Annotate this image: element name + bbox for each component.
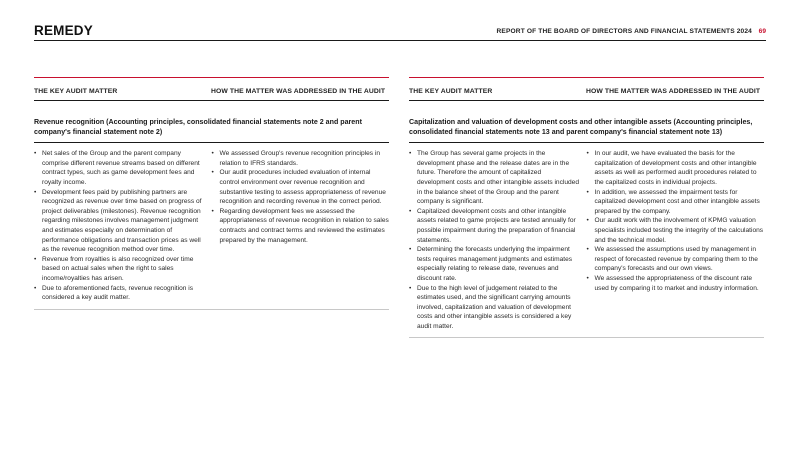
- how-addressed-header: HOW THE MATTER WAS ADDRESSED IN THE AUDIT: [586, 88, 761, 95]
- list-item-text: Regarding development fees we assessed the appropriateness of revenue recognition in relation to sales contracts and contract terms and reviewed the estimates prepared by the management.: [219, 207, 389, 244]
- list-item: [212, 168, 390, 206]
- bullet-icon: •: [586, 217, 589, 225]
- list-item-text: In addition, we assessed the impairment tests for capitalized development cost and other intangible assets prepared by the company.: [594, 188, 760, 215]
- key-matter-column: [409, 149, 587, 331]
- page-header: [34, 22, 766, 41]
- list-item: [587, 216, 765, 245]
- key-audit-matter-header: THE KEY AUDIT MATTER: [409, 88, 493, 95]
- list-item-text: We assessed the assumptions used by management in respect of forecasted revenue by comparing them to the company's forecasts and our own views.: [594, 246, 758, 273]
- bullet-icon: •: [409, 284, 412, 292]
- list-item: [34, 255, 206, 284]
- bullet-icon: •: [409, 150, 412, 158]
- bullet-icon: •: [586, 150, 589, 158]
- how-addressed-header: HOW THE MATTER WAS ADDRESSED IN THE AUDIT: [211, 88, 386, 95]
- table-body-row: [34, 143, 389, 310]
- list-item-text: Net sales of the Group and the parent company comprise different revenue streams based on different contract types, such as game development fees and royalty income.: [42, 150, 200, 186]
- list-item: [409, 149, 581, 207]
- company-logo: REMEDY: [34, 23, 93, 38]
- bullet-icon: •: [211, 169, 214, 177]
- list-item: [409, 284, 581, 332]
- list-item: [212, 207, 390, 245]
- list-item: [587, 188, 765, 217]
- list-item: [587, 245, 765, 274]
- audit-matter-subject: Capitalization and valuation of development costs and other intangible assets (Accounting principles, consolidated financial statements note 13 and parent company's financial statement note 13): [409, 101, 764, 143]
- list-item-text: The Group has several game projects in the development phase and the release dates are in the future. Therefore the amount of capitalized development costs and other intangible assets included in the balance sheet of the Group and the parent company is significant.: [417, 150, 580, 206]
- audit-matter-subject: Revenue recognition (Accounting principles, consolidated financial statements note 2 and parent company's financial statement note 2): [34, 101, 389, 143]
- bullet-icon: •: [34, 284, 37, 292]
- list-item-text: Development fees paid by publishing partners are recognized as revenue over time based on progress of project deliverables (milestones). Revenue recognition regarding milestones involves management judgment and estimates especially on determination of performance obligations and transaction prices as well as the revenue recognition method over time.: [42, 188, 202, 254]
- bullet-icon: •: [586, 188, 589, 196]
- bullet-icon: •: [34, 150, 37, 158]
- key-matter-list: [34, 149, 206, 303]
- table-header-row: [34, 77, 389, 101]
- list-item: [34, 284, 206, 303]
- list-item-text: We assessed Group's revenue recognition principles in relation to IFRS standards.: [219, 150, 381, 167]
- list-item: [409, 207, 581, 245]
- table-body-row: [409, 143, 764, 338]
- key-audit-matter-header: THE KEY AUDIT MATTER: [34, 88, 118, 95]
- list-item-text: Capitalized development costs and other intangible assets related to game projects are tested annually for possible impairment during the preparation of financial statements.: [417, 207, 576, 244]
- list-item: [409, 245, 581, 283]
- bullet-icon: •: [586, 274, 589, 282]
- how-addressed-column: [212, 149, 390, 303]
- list-item: [212, 149, 390, 168]
- how-addressed-column: [587, 149, 765, 331]
- bullet-icon: •: [409, 207, 412, 215]
- bullet-icon: •: [34, 188, 37, 196]
- list-item-text: Revenue from royalties is also recognized over time based on actual sales when the right to sales income/royalties has arisen.: [42, 255, 194, 282]
- bullet-icon: •: [211, 207, 214, 215]
- list-item-text: Due to the high level of judgement related to the estimates used, and the significant carrying amounts involved, capitalization and valuation of development costs and other intangible assets is considered a key audit matter.: [417, 284, 572, 330]
- bullet-icon: •: [34, 255, 37, 263]
- table-header-row: [409, 77, 764, 101]
- key-matter-column: [34, 149, 212, 303]
- page-number: 69: [758, 28, 766, 35]
- audit-matter-table-development-costs: [409, 77, 764, 338]
- list-item-text: In our audit, we have evaluated the basis for the capitalization of development costs and other intangible assets as well as performed audit procedures related to the capitalized costs in individual projects.: [594, 150, 757, 186]
- list-item: [34, 188, 206, 255]
- how-addressed-list: [587, 149, 765, 293]
- bullet-icon: •: [409, 246, 412, 254]
- list-item: [587, 274, 765, 293]
- list-item: [587, 149, 765, 187]
- list-item-text: Our audit procedures included evaluation of internal control environment over revenue recognition and substantive testing to assess appropriateness of revenue recognition and recording revenue in the correct period.: [219, 169, 386, 206]
- how-addressed-list: [212, 149, 390, 245]
- list-item-text: Our audit work with the involvement of KPMG valuation specialists included testing the integrity of the calculations and the technical model.: [594, 217, 764, 244]
- list-item-text: Determining the forecasts underlying the impairment tests requires management judgments and estimates especially relating to release date, revenues and discount rate.: [417, 246, 573, 282]
- list-item: [34, 149, 206, 187]
- list-item-text: We assessed the appropriateness of the discount rate used by comparing it to market and industry information.: [594, 274, 759, 292]
- bullet-icon: •: [211, 150, 214, 158]
- key-matter-list: [409, 149, 581, 331]
- list-item-text: Due to aforementioned facts, revenue recognition is considered a key audit matter.: [42, 284, 194, 302]
- bullet-icon: •: [586, 246, 589, 254]
- report-title: REPORT OF THE BOARD OF DIRECTORS AND FINANCIAL STATEMENTS 2024: [496, 28, 752, 35]
- audit-matter-table-revenue: [34, 77, 389, 310]
